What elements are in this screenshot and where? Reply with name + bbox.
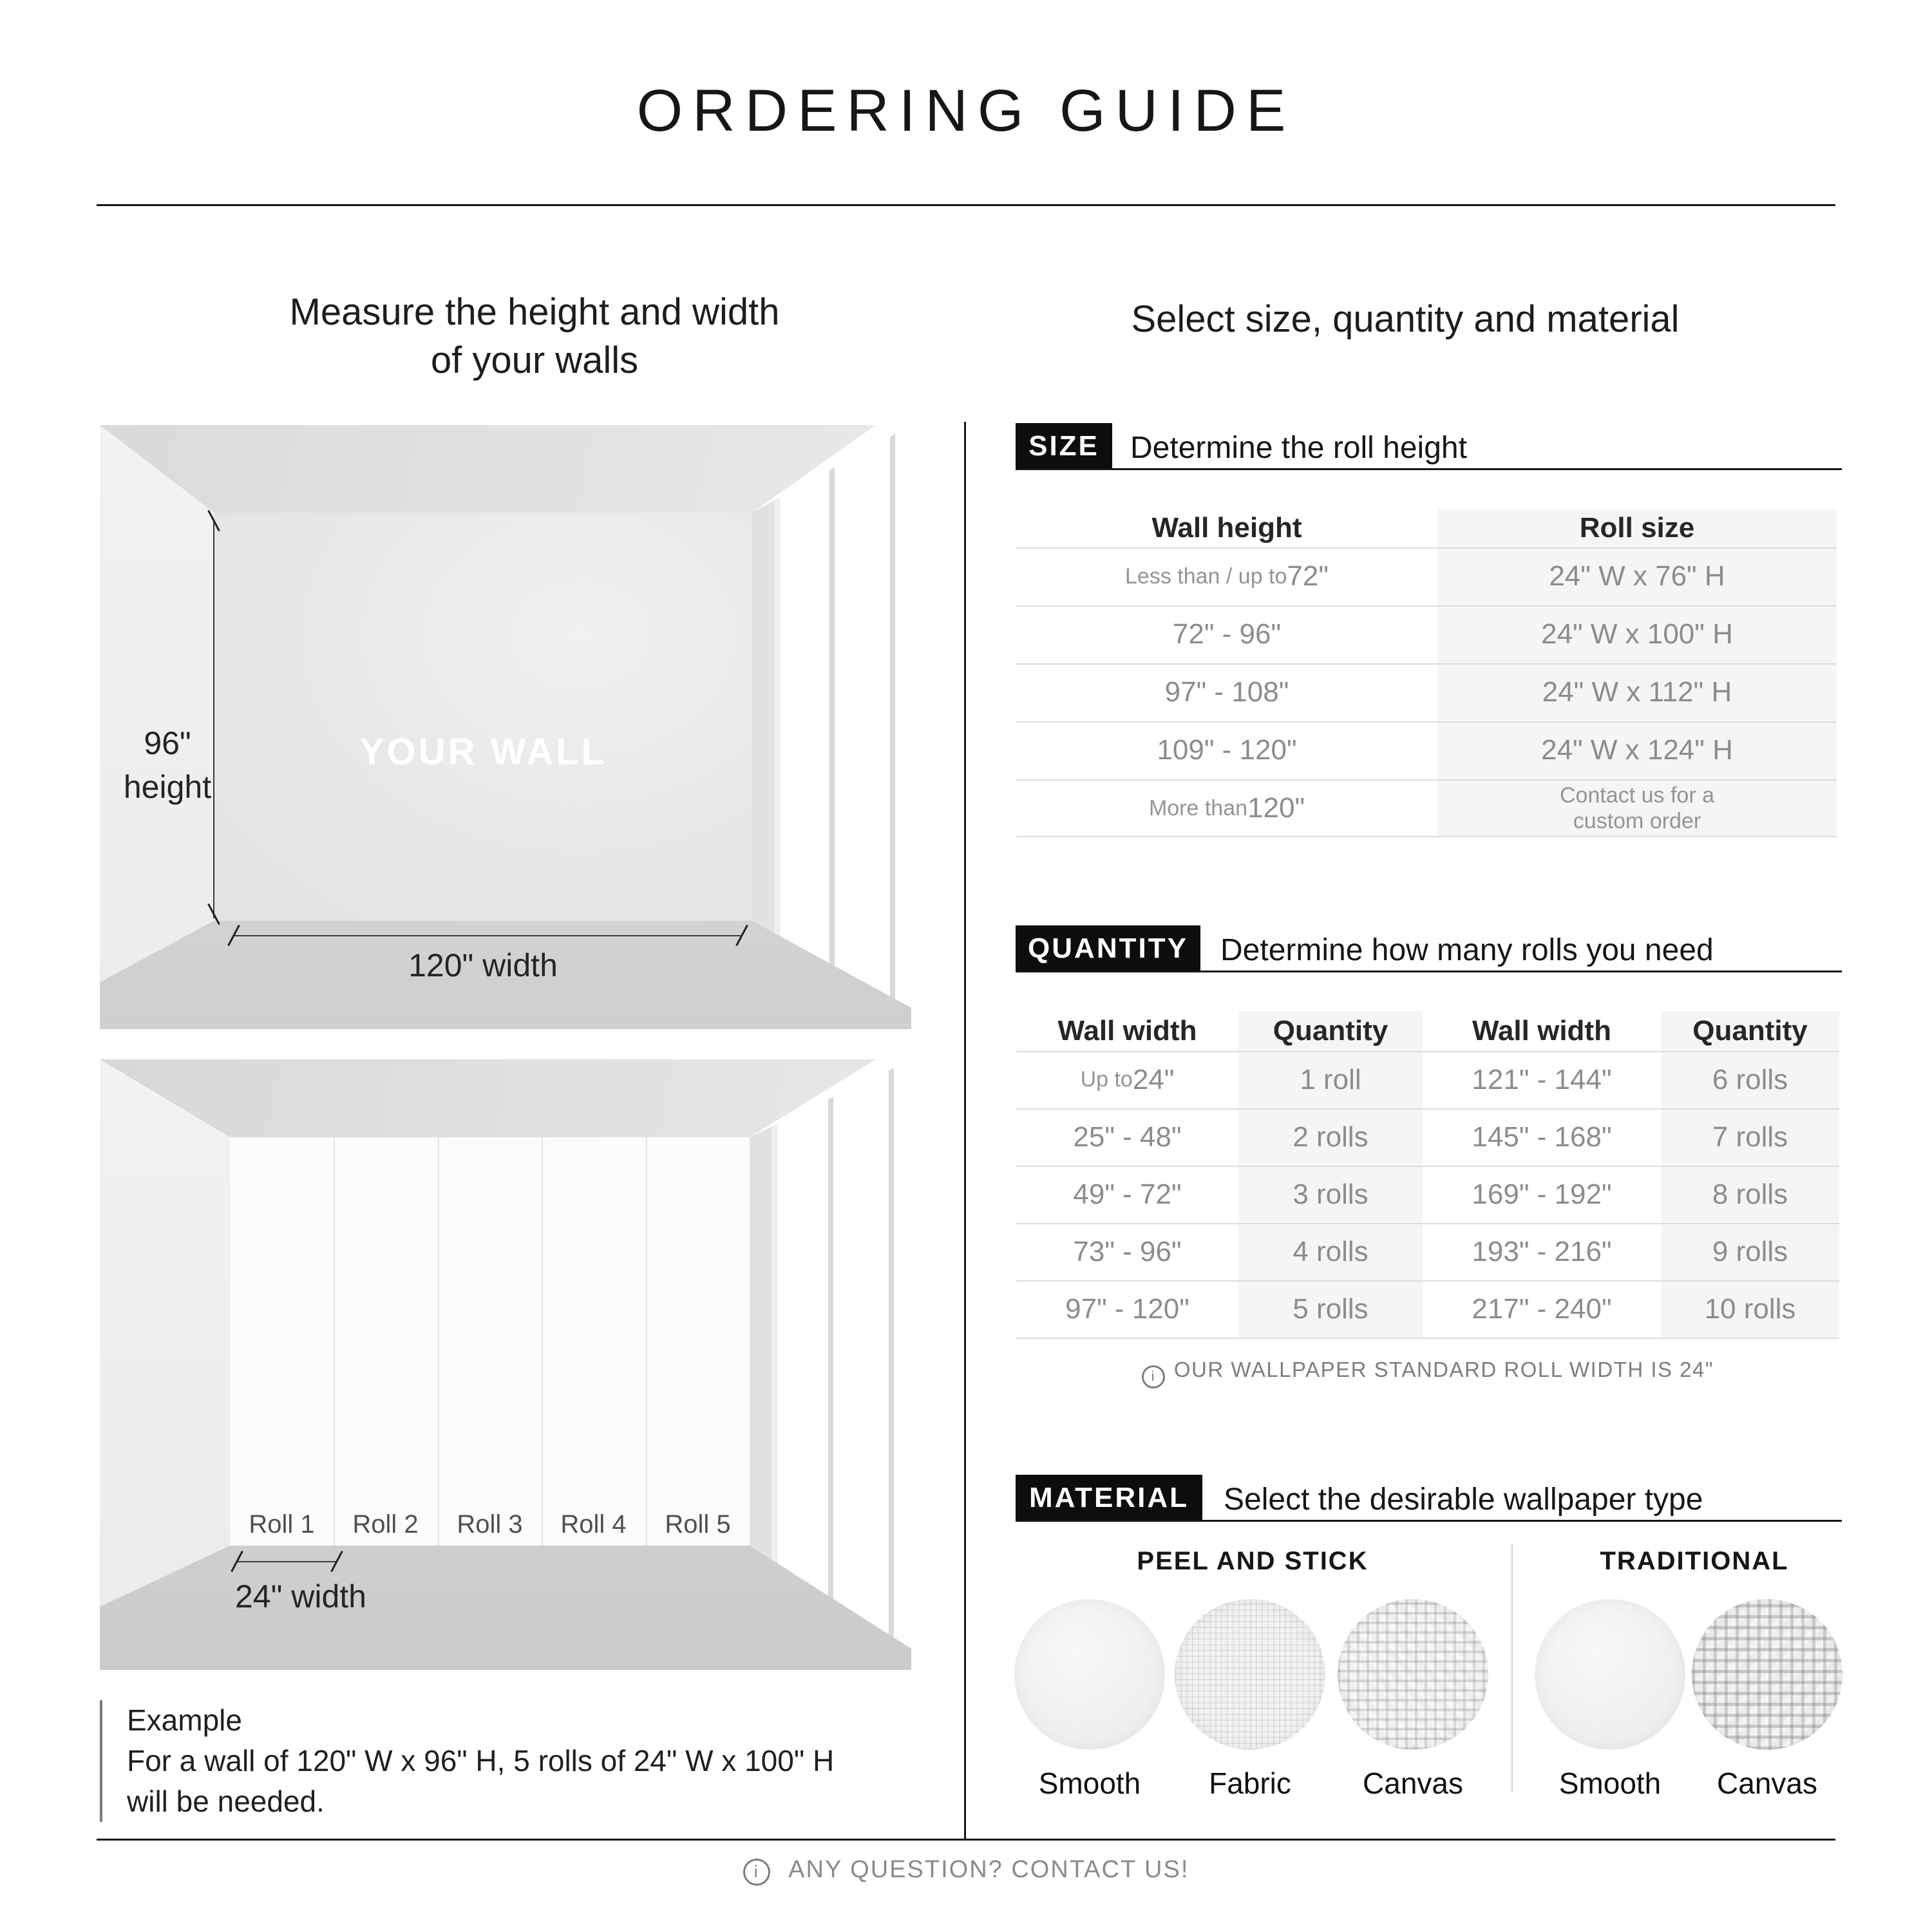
material-section-divider bbox=[1016, 1520, 1842, 1522]
swatch-label-peel-fabric: Fabric bbox=[1209, 1766, 1291, 1800]
qty-header-wall-width-1: Wall width bbox=[1057, 1015, 1197, 1046]
qty-row1-q1: 1 roll bbox=[1300, 1063, 1361, 1095]
qty-row1-q2: 6 rolls bbox=[1712, 1063, 1788, 1095]
quantity-section-subtitle: Determine how many rolls you need bbox=[1220, 933, 1714, 967]
qty-row2-w1: 25" - 48" bbox=[1073, 1121, 1182, 1153]
footer-contact-text[interactable]: ANY QUESTION? CONTACT US! bbox=[788, 1856, 1189, 1883]
qty-row4-q2: 9 rolls bbox=[1712, 1235, 1788, 1267]
qty-row2-w2: 145" - 168" bbox=[1472, 1121, 1612, 1153]
qty-sep-bottom bbox=[1016, 1338, 1839, 1339]
qty-row1-w2: 121" - 144" bbox=[1472, 1063, 1612, 1095]
height-dimension-label bbox=[100, 721, 235, 809]
roll-width-dimension-label: 24" width bbox=[235, 1578, 366, 1615]
size-row2-wall-height: 72" - 96" bbox=[1172, 618, 1282, 650]
right-column-heading: Select size, quantity and material bbox=[1131, 298, 1680, 340]
peel-and-stick-label: PEEL AND STICK bbox=[1137, 1547, 1368, 1575]
qty-header-quantity-1: Quantity bbox=[1273, 1015, 1388, 1046]
size-row1-wall-height bbox=[1016, 547, 1437, 605]
qty-header-quantity-2: Quantity bbox=[1692, 1015, 1808, 1046]
qty-row1-w1 bbox=[1016, 1051, 1238, 1108]
swatch-traditional-smooth[interactable] bbox=[1535, 1599, 1685, 1750]
swatch-peel-smooth[interactable] bbox=[1014, 1599, 1165, 1750]
size-section-subtitle: Determine the roll height bbox=[1130, 431, 1467, 465]
qty-row3-q1: 3 rolls bbox=[1293, 1178, 1368, 1210]
roll-seam-2 bbox=[438, 1137, 439, 1546]
qty-row1-w1-value: 24" bbox=[1132, 1063, 1175, 1095]
width-dimension-line bbox=[233, 935, 742, 936]
size-row4-roll: 24" W x 124" H bbox=[1541, 734, 1733, 766]
roll-width-note bbox=[1016, 1358, 1839, 1388]
your-wall-label: YOUR WALL bbox=[359, 731, 607, 773]
size-row5-roll-line1: Contact us for a bbox=[1559, 783, 1714, 808]
swatch-peel-canvas[interactable] bbox=[1338, 1599, 1488, 1750]
example-line2: will be needed. bbox=[127, 1785, 325, 1818]
size-row1-roll: 24" W x 76" H bbox=[1549, 560, 1725, 592]
size-table bbox=[1016, 509, 1837, 837]
roll-seam-4 bbox=[646, 1137, 647, 1546]
qty-row4-w2: 193" - 216" bbox=[1472, 1235, 1612, 1267]
size-row5-roll bbox=[1437, 779, 1837, 837]
roll-seam-1 bbox=[334, 1137, 335, 1546]
qty-row4-q1: 4 rolls bbox=[1293, 1235, 1368, 1267]
swatch-label-traditional-smooth: Smooth bbox=[1558, 1766, 1662, 1800]
roll-3-label: Roll 3 bbox=[457, 1510, 523, 1539]
swatch-label-peel-smooth: Smooth bbox=[1038, 1766, 1141, 1800]
example-title: Example bbox=[127, 1703, 242, 1737]
footer-divider bbox=[97, 1839, 1835, 1841]
footer-contact[interactable] bbox=[0, 1856, 1932, 1886]
roll-width-dimension-line bbox=[236, 1561, 336, 1562]
roll-width-note-text: OUR WALLPAPER STANDARD ROLL WIDTH IS 24" bbox=[1173, 1358, 1714, 1381]
roll-2-label: Roll 2 bbox=[352, 1510, 419, 1539]
qty-row5-q1: 5 rolls bbox=[1293, 1293, 1368, 1325]
left-heading-line2: of your walls bbox=[430, 339, 639, 381]
size-col-header-wall-height: Wall height bbox=[1151, 512, 1302, 544]
height-dimension-line bbox=[213, 519, 214, 918]
size-row1-range: 72" bbox=[1287, 560, 1329, 592]
size-section-divider bbox=[1016, 468, 1842, 470]
swatch-label-traditional-canvas: Canvas bbox=[1717, 1766, 1817, 1800]
swatch-traditional-canvas[interactable] bbox=[1692, 1599, 1842, 1750]
qty-row5-w2: 217" - 240" bbox=[1472, 1293, 1612, 1325]
size-sep-bottom bbox=[1016, 836, 1837, 837]
example-line1: For a wall of 120" W x 96" H, 5 rolls of 24" W x 100" H bbox=[127, 1744, 835, 1777]
size-row5-wall-height bbox=[1016, 779, 1437, 837]
qty-row4-w1: 73" - 96" bbox=[1073, 1235, 1182, 1267]
info-icon: i bbox=[1142, 1365, 1165, 1388]
qty-row5-w1: 97" - 120" bbox=[1065, 1293, 1189, 1325]
qty-row3-w1: 49" - 72" bbox=[1073, 1178, 1182, 1210]
swatch-label-peel-canvas: Canvas bbox=[1363, 1766, 1463, 1800]
size-row4-wall-height: 109" - 120" bbox=[1157, 734, 1297, 766]
height-value: 96" bbox=[144, 725, 191, 761]
qty-header-wall-width-2: Wall width bbox=[1472, 1015, 1611, 1046]
swatch-peel-fabric[interactable] bbox=[1175, 1599, 1325, 1750]
traditional-label: TRADITIONAL bbox=[1600, 1547, 1789, 1575]
room-illustration-your-wall bbox=[100, 425, 911, 1029]
title-divider bbox=[97, 204, 1835, 206]
size-row5-prefix: More than bbox=[1148, 795, 1248, 820]
size-row1-prefix: Less than / up to bbox=[1125, 564, 1287, 589]
left-heading-line1: Measure the height and width bbox=[289, 291, 780, 333]
qty-row3-q2: 8 rolls bbox=[1712, 1178, 1788, 1210]
size-section-badge: SIZE bbox=[1016, 423, 1112, 469]
size-row5-range: 120" bbox=[1247, 792, 1305, 824]
room-illustration-rolls bbox=[100, 1059, 911, 1670]
quantity-table bbox=[1016, 1011, 1839, 1338]
qty-row2-q2: 7 rolls bbox=[1712, 1121, 1788, 1153]
room1-main-wall bbox=[214, 513, 752, 921]
room2-roll-wall bbox=[230, 1137, 750, 1546]
qty-row1-prefix: Up to bbox=[1080, 1067, 1133, 1092]
quantity-section-divider bbox=[1016, 971, 1842, 972]
height-word: height bbox=[123, 769, 212, 805]
qty-row2-q1: 2 rolls bbox=[1293, 1121, 1368, 1153]
example-block bbox=[100, 1700, 887, 1822]
quantity-section-badge: QUANTITY bbox=[1016, 925, 1200, 972]
qty-row5-q2: 10 rolls bbox=[1704, 1293, 1796, 1325]
column-divider bbox=[964, 422, 966, 1839]
material-group-divider bbox=[1511, 1544, 1513, 1792]
qty-row3-w2: 169" - 192" bbox=[1472, 1178, 1612, 1210]
material-section-badge: MATERIAL bbox=[1016, 1475, 1202, 1521]
size-row5-roll-line2: custom order bbox=[1573, 809, 1701, 833]
footer-info-icon: i bbox=[743, 1859, 770, 1886]
roll-seam-3 bbox=[542, 1137, 543, 1546]
roll-1-label: Roll 1 bbox=[249, 1510, 315, 1539]
size-row3-roll: 24" W x 112" H bbox=[1542, 676, 1732, 708]
page-title: ORDERING GUIDE bbox=[636, 78, 1296, 144]
roll-4-label: Roll 4 bbox=[560, 1510, 627, 1539]
width-dimension-label: 120" width bbox=[408, 947, 558, 983]
size-row2-roll: 24" W x 100" H bbox=[1541, 618, 1733, 650]
material-section-subtitle: Select the desirable wallpaper type bbox=[1224, 1482, 1703, 1517]
size-col-header-roll-size: Roll size bbox=[1579, 512, 1695, 544]
size-row3-wall-height: 97" - 108" bbox=[1164, 676, 1289, 708]
left-column-heading bbox=[148, 288, 921, 384]
roll-5-label: Roll 5 bbox=[665, 1510, 731, 1539]
